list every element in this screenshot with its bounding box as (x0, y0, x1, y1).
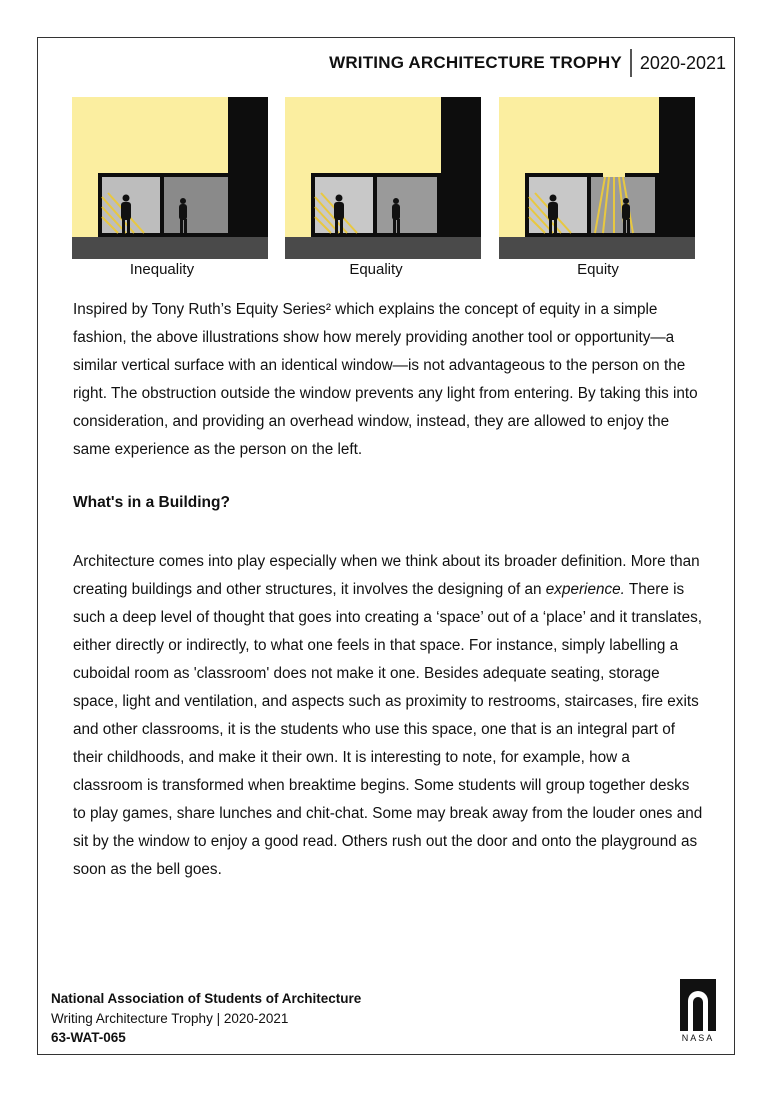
header-title: WRITING ARCHITECTURE TROPHY (329, 53, 622, 72)
header-divider (630, 49, 632, 77)
logo-text: NASA (681, 1033, 715, 1043)
paragraph-architecture-part1: Architecture comes into play especially when we think about its broader definition. More than creating buildings and other structures, it involves the designing of an (73, 553, 700, 598)
paragraph-architecture-emphasis: experience. (545, 581, 625, 598)
figure-equality (285, 97, 481, 259)
paragraph-equity-series: Inspired by Tony Ruth’s Equity Series² which explains the concept of equity in a simple fashion, the above illustrations show how merely providing another tool or opportunity—a similar vertical surface with an identical window—is not advantageous to the person on the right. The obstruction outside the window prevents any light from entering. By taking this into consideration, and providing an overhead window, instead, they are allowed to enjoy the same experience as the person on the left. (73, 301, 698, 458)
caption-inequality: Inequality (129, 261, 195, 278)
paragraph-architecture (73, 548, 703, 884)
page-footer (51, 989, 361, 1048)
footer-entry-code: 63-WAT-065 (51, 1030, 126, 1045)
page-header (329, 49, 726, 77)
figure-equity (499, 97, 695, 259)
figure-inequality (72, 97, 268, 259)
caption-equity: Equity (577, 261, 619, 278)
caption-equality: Equality (349, 261, 403, 278)
footer-trophy-line: Writing Architecture Trophy | 2020-2021 (51, 1010, 289, 1026)
header-year: 2020-2021 (639, 52, 726, 73)
section-heading: What's in a Building? (73, 494, 230, 511)
footer-organization: National Association of Students of Architecture (51, 991, 362, 1006)
paragraph-architecture-part2: There is such a deep level of thought that goes into creating a ‘space’ out of a ‘place’ and it translates, either directly or indirectly, to what one feels in that space. For instance, simply labelling a cuboidal room as 'classroom' does not make it one. Besides adequate seating, storage space, light and ventilation, and aspects such as proximity to restrooms, staircases, fire exits and other classrooms, it is the students who use this space, one that is an integral part of their childhoods, and make it their own. It is interesting to note, for example, how a classroom is transformed when breaktime begins. Some students will group together desks to play games, share lunches and chit-chat. Some may break away from the louder ones and sit by the window to enjoy a good read. Others rush out the door and onto the playground as soon as the bell goes. (73, 581, 703, 878)
